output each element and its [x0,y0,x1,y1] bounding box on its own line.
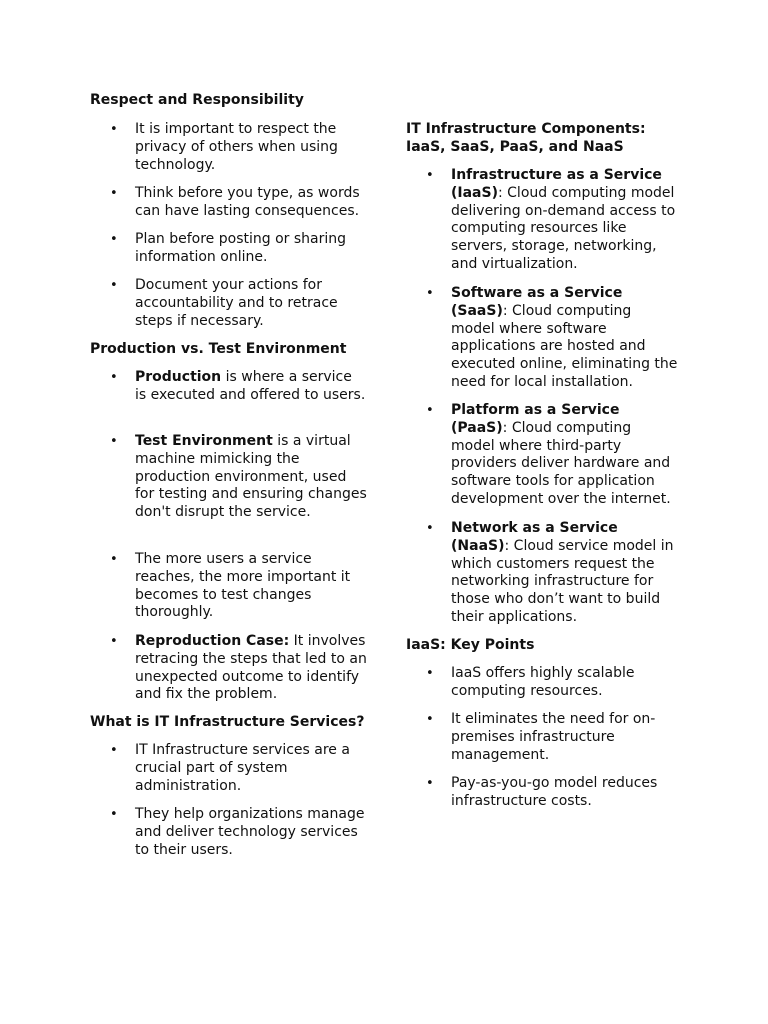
list-item-text: Software as a Service (SaaS): Cloud computing model where software applications are hosted and executed online, eliminating the need for local installation. [451,285,678,390]
bullet-icon: • [426,712,434,727]
bullet-icon: • [426,666,434,681]
list-item-text: Production is where a service is executed and offered to users. [135,369,366,403]
list-item-text: Think before you type, as words can have lasting consequences. [135,185,360,219]
list-item-text: Infrastructure as a Service (IaaS): Cloud computing model delivering on-demand access to computing resources like servers, storage, networking, and virtualization. [451,167,676,272]
list-item-text: It eliminates the need for on-premises infrastructure management. [451,711,656,763]
bullet-icon: • [426,776,434,791]
section-heading-iaas: IaaS: Key Points [406,637,535,653]
list-item-text: The more users a service reaches, the more important it becomes to test changes thoroughly. [135,551,351,621]
bullet-icon: • [110,807,118,822]
bullet-icon: • [426,403,434,418]
bullet-icon: • [110,743,118,758]
heading-line: IT Infrastructure Components: [406,121,646,137]
bullet-icon: • [426,168,434,183]
heading-line: IaaS, SaaS, PaaS, and NaaS [406,138,624,155]
section-heading-production: Production vs. Test Environment [90,341,347,357]
list-item-text: Plan before posting or sharing information online. [135,231,346,265]
bullet-icon: • [110,370,118,385]
list-item-text: IT Infrastructure services are a crucial part of system administration. [135,742,350,794]
bullet-icon: • [110,634,118,649]
list-item-text: They help organizations manage and deliver technology services to their users. [135,806,365,858]
list-item-text: IaaS offers highly scalable computing resources. [451,665,635,699]
bullet-icon: • [110,122,118,137]
list-item-text: Test Environment is a virtual machine mimicking the production environment, used for testing and ensuring changes don't disrupt the service. [135,433,367,521]
section-heading-components [406,121,646,157]
bullet-icon: • [110,278,118,293]
bullet-icon: • [110,434,118,449]
list-item-text: Document your actions for accountability and to retrace steps if necessary. [135,277,338,329]
list-item-text: Network as a Service (NaaS): Cloud service model in which customers request the networking infrastructure for those who don’t want to build their applications. [451,520,674,625]
list-item-text: Reproduction Case: It involves retracing the steps that led to an unexpected outcome to identify and fix the problem. [135,633,367,703]
bullet-icon: • [426,286,434,301]
bullet-icon: • [426,521,434,536]
list-item-text: Platform as a Service (PaaS): Cloud computing model where third-party providers deliver hardware and software tools for application development over the internet. [451,402,671,507]
section-heading-infrastructure: What is IT Infrastructure Services? [90,714,365,730]
bullet-icon: • [110,552,118,567]
list-item-text: It is important to respect the privacy of others when using technology. [135,121,338,173]
list-item-text: Pay-as-you-go model reduces infrastructure costs. [451,775,658,809]
bullet-icon: • [110,186,118,201]
bullet-icon: • [110,232,118,247]
section-heading-respect: Respect and Responsibility [90,92,304,108]
